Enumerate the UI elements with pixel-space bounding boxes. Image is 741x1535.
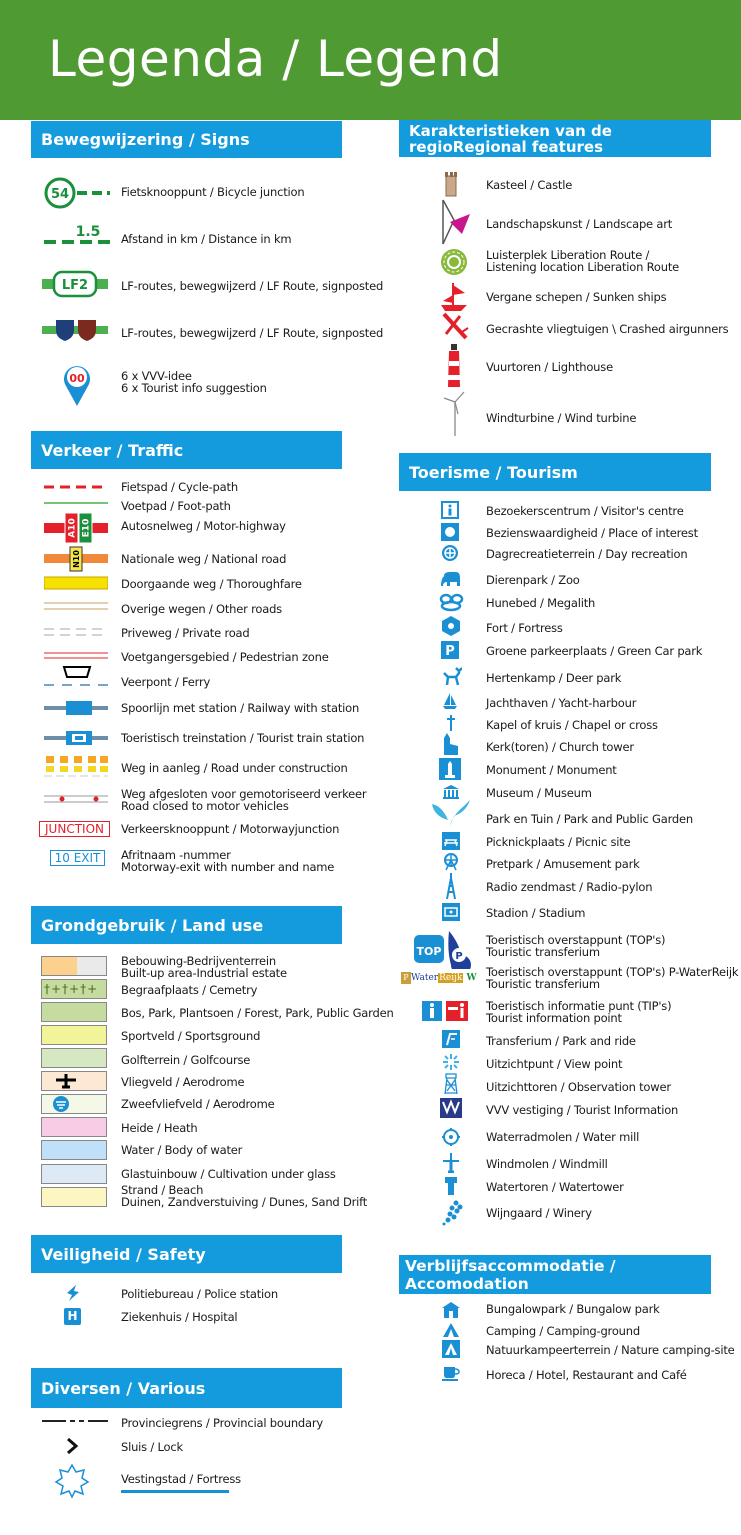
visitor-centre-icon xyxy=(441,501,459,519)
lock-chevron-icon xyxy=(65,1437,79,1455)
zoo-elephant-icon xyxy=(440,570,462,588)
section-accommodation-heading: Verblijfsaccommodatie / Accomodation xyxy=(399,1255,711,1294)
legend-label: Doorgaande weg / Thoroughfare xyxy=(121,577,302,591)
legend-label: LF-routes, bewegwijzerd / LF Route, signposted xyxy=(121,326,384,340)
stadium-icon xyxy=(442,903,460,921)
legend-label: Bezoekerscentrum / Visitor's centre xyxy=(486,504,684,518)
picnic-site-icon xyxy=(442,832,460,850)
legend-label: Weg in aanleg / Road under construction xyxy=(121,761,348,775)
legend-label: Jachthaven / Yacht-harbour xyxy=(486,696,637,710)
fortress-star-icon xyxy=(54,1463,90,1499)
section-various-heading: Diversen / Various xyxy=(31,1368,342,1408)
svg-text:P: P xyxy=(455,951,463,962)
nature-camping-icon xyxy=(442,1340,460,1358)
legend-label: Kerk(toren) / Church tower xyxy=(486,740,634,754)
sunken-ship-icon xyxy=(439,281,471,313)
legend-label: Ziekenhuis / Hospital xyxy=(121,1310,238,1324)
lighthouse-icon xyxy=(446,343,462,389)
legend-label: Veerpont / Ferry xyxy=(121,675,211,689)
place-of-interest-icon xyxy=(441,523,459,541)
crashed-plane-icon xyxy=(440,312,470,340)
private-road-symbol xyxy=(44,627,108,637)
legend-label: Stadion / Stadium xyxy=(486,906,586,920)
legend-label: Radio zendmast / Radio-pylon xyxy=(486,880,653,894)
legend-label: Groene parkeerplaats / Green Car park xyxy=(486,644,703,658)
legend-label: Spoorlijn met station / Railway with station xyxy=(121,701,360,715)
golfcourse-swatch xyxy=(41,1048,107,1068)
vvv-number: 00 xyxy=(69,372,85,385)
legend-label: Landschapskunst / Landscape art xyxy=(486,217,673,231)
legend-label: Heide / Heath xyxy=(121,1121,198,1135)
legend-label: Politiebureau / Police station xyxy=(121,1287,278,1301)
watertower-icon xyxy=(444,1176,458,1196)
church-tower-icon xyxy=(442,732,460,756)
legend-label: Wijngaard / Winery xyxy=(486,1206,592,1220)
legend-label: Voetpad / Foot-path xyxy=(121,499,231,513)
megalith-icon xyxy=(439,592,465,612)
legend-label: Museum / Museum xyxy=(486,786,592,800)
legend-label: Verkeersknooppunt / Motorwayjunction xyxy=(121,822,340,836)
legend-label: Afritnaam -nummer Motorway-exit with number and name xyxy=(121,848,335,874)
legend-label: Vliegveld / Aerodrome xyxy=(121,1075,245,1089)
provincial-boundary-symbol xyxy=(42,1417,108,1425)
builtup-swatch xyxy=(41,956,107,976)
winery-grapes-icon xyxy=(440,1198,464,1226)
legend-label: Hunebed / Megalith xyxy=(486,596,596,610)
greenhouse-swatch xyxy=(41,1164,107,1184)
chapel-cross-icon xyxy=(446,714,456,732)
legend-label: Vergane schepen / Sunken ships xyxy=(486,290,667,304)
legend-label: Fietspad / Cycle-path xyxy=(121,480,238,494)
ferry-symbol xyxy=(44,665,110,691)
pedestrian-zone-symbol xyxy=(44,651,108,661)
legend-label: Luisterplek Liberation Route / Listening location Liberation Route xyxy=(486,248,680,274)
section-safety-heading: Veiligheid / Safety xyxy=(31,1235,342,1273)
legend-label: Priveweg / Private road xyxy=(121,626,250,640)
motorway-symbol xyxy=(44,512,108,544)
legend-label: Sportveld / Sportsground xyxy=(121,1029,261,1043)
legend-label: Watertoren / Watertower xyxy=(486,1180,624,1194)
waterreijk-logo: P WaterReijk W xyxy=(401,971,483,985)
legend-label: Camping / Camping-ground xyxy=(486,1324,640,1338)
legend-label: Windmolen / Windmill xyxy=(486,1157,608,1171)
fort-icon xyxy=(441,615,461,637)
legend-label: VVV vestiging / Tourist Information xyxy=(486,1103,679,1117)
view-point-icon xyxy=(443,1054,459,1070)
legend-label: Toeristisch treinstation / Tourist train station xyxy=(121,731,365,745)
legend-label: Natuurkampeerterrein / Nature camping-site xyxy=(486,1343,735,1357)
legend-label: Overige wegen / Other roads xyxy=(121,602,282,616)
legend-label: Monument / Monument xyxy=(486,763,617,777)
deer-park-icon xyxy=(440,665,462,687)
legend-label: Zweefvliefveld / Aerodrome xyxy=(121,1097,275,1111)
legend-label: Vuurtoren / Lighthouse xyxy=(486,360,613,374)
legend-label: Bezienswaardigheid / Place of interest xyxy=(486,526,698,540)
legend-label: Pretpark / Amusement park xyxy=(486,857,640,871)
green-car-park-icon xyxy=(441,641,459,659)
section-landuse-heading: Grondgebruik / Land use xyxy=(31,906,342,944)
sportsground-swatch xyxy=(41,1025,107,1045)
legend-label: Transferium / Park and ride xyxy=(486,1034,636,1048)
water-swatch xyxy=(41,1140,107,1160)
legend-label: 6 x VVV-idee 6 x Tourist info suggestion xyxy=(121,369,267,395)
legend-label: Vestingstad / Fortress xyxy=(121,1472,241,1486)
legend-label: Afstand in km / Distance in km xyxy=(121,232,292,246)
legend-label: Horeca / Hotel, Restaurant and Café xyxy=(486,1368,687,1382)
legend-label: Strand / Beach Duinen, Zandverstuiving / Dunes, Sand Drift xyxy=(121,1183,368,1209)
legend-label: Gecrashte vliegtuigen \ Crashed airgunners xyxy=(486,322,729,336)
legend-label: Waterradmolen / Water mill xyxy=(486,1130,640,1144)
aerodrome-swatch xyxy=(41,1071,107,1091)
hospital-icon: H xyxy=(64,1308,81,1325)
amusement-park-icon xyxy=(443,853,459,871)
beach-swatch xyxy=(41,1187,107,1207)
legend-label: Toeristisch informatie punt (TIP's) Tourist information point xyxy=(486,999,672,1025)
legend-label: Toeristisch overstappunt (TOP's) Touristic transferium xyxy=(486,933,666,959)
legend-label: Toeristisch overstappunt (TOP's) P-WaterReijk Touristic transferium xyxy=(486,965,739,991)
day-recreation-icon xyxy=(441,544,459,562)
tourist-train-symbol xyxy=(44,730,108,746)
heath-swatch xyxy=(41,1117,107,1137)
legend-label: Provinciegrens / Provincial boundary xyxy=(121,1416,323,1430)
castle-icon xyxy=(444,170,458,198)
observation-tower-icon xyxy=(443,1073,459,1095)
road-construction-symbol xyxy=(44,754,108,780)
radio-pylon-icon xyxy=(443,872,459,900)
lf-route-symbol xyxy=(42,270,108,298)
page-title: Legenda / Legend xyxy=(48,30,503,88)
a10-label: A10 xyxy=(67,518,78,538)
park-garden-icon xyxy=(430,798,472,828)
national-road-symbol xyxy=(44,546,108,572)
legend-label: Autosnelweg / Motor-highway xyxy=(121,519,286,533)
legend-label: Bebouwing-Bedrijventerrein Built-up area-Industrial estate xyxy=(121,954,287,980)
road-closed-symbol xyxy=(44,793,108,805)
section-traffic-heading: Verkeer / Traffic xyxy=(31,431,342,469)
railway-symbol xyxy=(44,700,108,716)
cycle-path-symbol xyxy=(44,482,108,492)
section-tourism-heading: Toerisme / Tourism xyxy=(399,453,711,491)
lf-shield-symbol xyxy=(42,318,108,342)
n10-label: N10 xyxy=(72,550,81,568)
monument-icon xyxy=(439,758,461,780)
lf-label: LF2 xyxy=(61,278,89,293)
top-transferium-icon xyxy=(413,929,473,969)
legend-label: Water / Body of water xyxy=(121,1143,243,1157)
legend-label: Dagrecreatieterrein / Day recreation xyxy=(486,547,688,561)
legend-label: Uitzichtpunt / View point xyxy=(486,1057,623,1071)
water-mill-icon xyxy=(442,1128,460,1146)
top-label: TOP xyxy=(416,945,442,958)
legend-label: Bos, Park, Plantsoen / Forest, Park, Public Garden xyxy=(121,1006,394,1020)
e10-label: E10 xyxy=(81,518,92,538)
legend-label: Weg afgesloten voor gemotoriseerd verkeer Road closed to motor vehicles xyxy=(121,787,367,813)
airplane-icon xyxy=(52,1072,80,1090)
legend-label: Fietsknooppunt / Bicycle junction xyxy=(121,185,305,199)
glider-icon xyxy=(52,1095,70,1113)
legend-label: Windturbine / Wind turbine xyxy=(486,411,637,425)
svg-text:P: P xyxy=(445,644,455,659)
legend-label: Begraafplaats / Cemetry xyxy=(121,983,258,997)
foot-path-symbol xyxy=(44,499,108,507)
section-regional-heading: Karakteristieken van de regioRegional features xyxy=(399,120,711,157)
distance-value: 1.5 xyxy=(75,224,101,240)
section-signs-heading: Bewegwijzering / Signs xyxy=(31,121,342,158)
other-roads-symbol xyxy=(44,599,108,613)
tip-info-icon xyxy=(422,999,472,1023)
police-icon xyxy=(64,1284,82,1302)
fortress-line-symbol xyxy=(121,1490,229,1493)
legend-label: Golfterrein / Golfcourse xyxy=(121,1053,251,1067)
exit-box-symbol: 10 EXIT xyxy=(50,850,105,866)
legend-label: LF-routes, bewegwijzerd / LF Route, signposted xyxy=(121,279,384,293)
park-and-ride-icon xyxy=(442,1030,460,1048)
bicycle-junction-symbol xyxy=(44,177,110,209)
vvv-office-icon xyxy=(440,1098,462,1118)
legend-label: Voetgangersgebied / Pedestrian zone xyxy=(121,650,329,664)
cemetery-swatch: †+†+†+ xyxy=(41,979,107,999)
legend-label: Bungalowpark / Bungalow park xyxy=(486,1302,660,1316)
legend-label: Hertenkamp / Deer park xyxy=(486,671,622,685)
liberation-route-icon xyxy=(440,248,468,276)
legend-label: Nationale weg / National road xyxy=(121,552,287,566)
legend-label: Dierenpark / Zoo xyxy=(486,573,580,587)
camping-tent-icon xyxy=(442,1322,460,1338)
forest-swatch xyxy=(41,1002,107,1022)
thoroughfare-symbol xyxy=(44,574,108,592)
horeca-cup-icon xyxy=(442,1365,460,1381)
legend-label: Park en Tuin / Park and Public Garden xyxy=(486,812,694,826)
wind-turbine-icon xyxy=(442,390,468,438)
legend-label: Picknickplaats / Picnic site xyxy=(486,835,631,849)
legend-label: Kasteel / Castle xyxy=(486,178,573,192)
legend-label: Glastuinbouw / Cultivation under glass xyxy=(121,1167,336,1181)
header-banner xyxy=(0,0,741,120)
legend-label: Fort / Fortress xyxy=(486,621,563,635)
junction-box-symbol: JUNCTION xyxy=(39,821,110,837)
distance-symbol xyxy=(44,220,110,246)
vvv-marker-symbol xyxy=(62,362,92,408)
bungalow-park-icon xyxy=(441,1301,461,1319)
legend-label: Sluis / Lock xyxy=(121,1440,183,1454)
windmill-icon xyxy=(441,1153,461,1173)
glider-aerodrome-swatch xyxy=(41,1094,107,1114)
junction-number: 54 xyxy=(50,187,70,202)
legend-label: Kapel of kruis / Chapel or cross xyxy=(486,718,658,732)
legend-label: Uitzichttoren / Observation tower xyxy=(486,1080,671,1094)
landscape-art-icon xyxy=(440,198,472,246)
yacht-harbour-icon xyxy=(442,692,458,710)
